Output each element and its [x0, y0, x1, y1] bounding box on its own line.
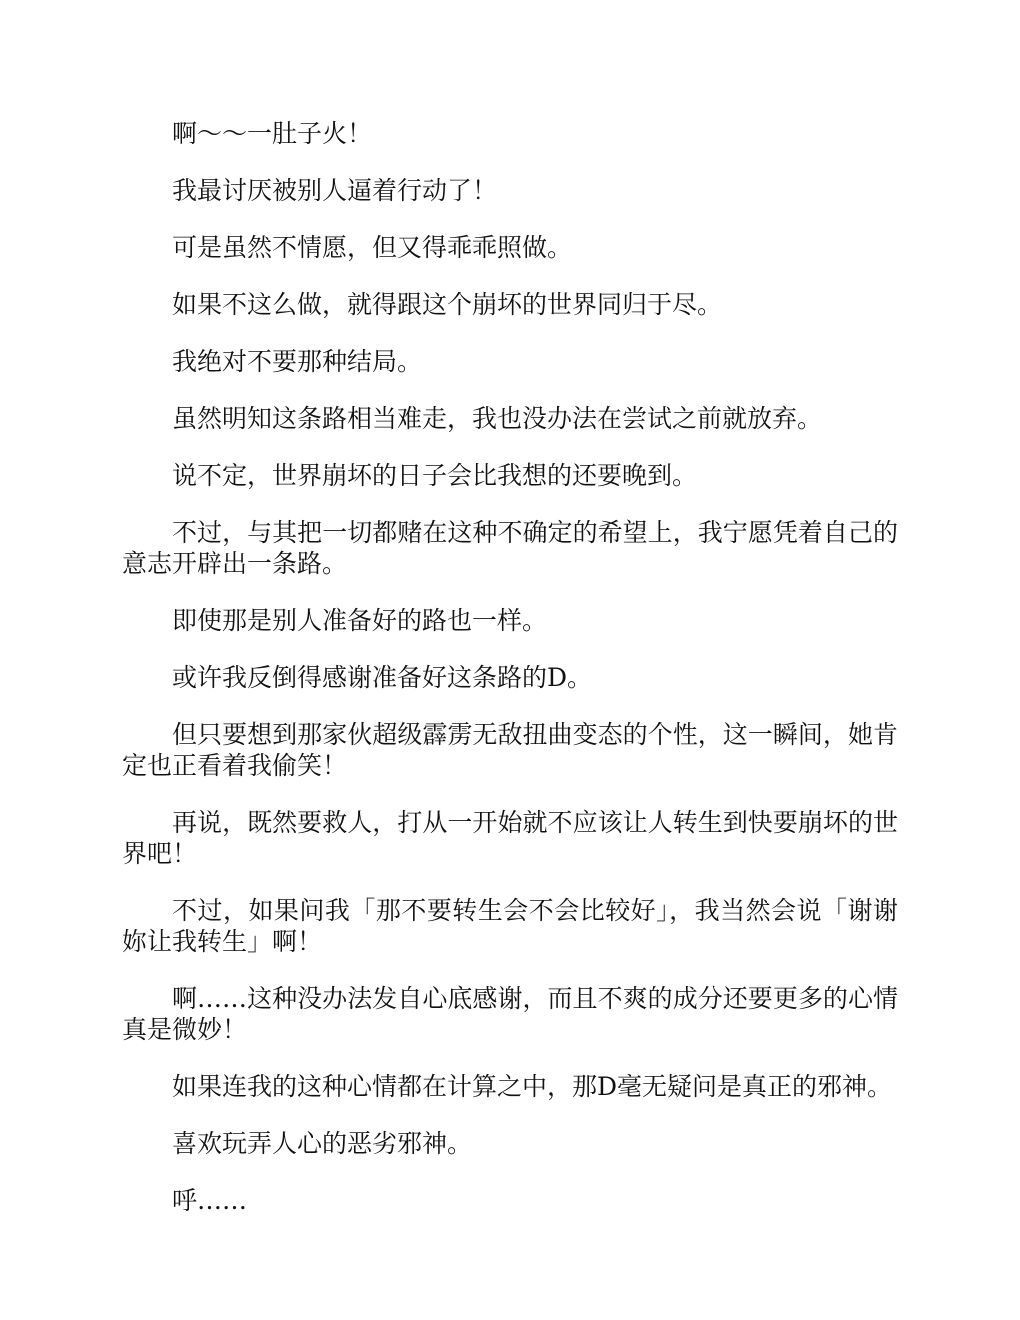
paragraph-11: 但只要想到那家伙超级霹雳无敌扭曲变态的个性，这一瞬间，她肯定也正看着我偷笑！ [122, 720, 898, 780]
paragraph-7: 说不定，世界崩坏的日子会比我想的还要晚到。 [172, 461, 698, 490]
paragraph-6: 虽然明知这条路相当难走，我也没办法在尝试之前就放弃。 [172, 404, 823, 433]
paragraph-3: 可是虽然不情愿，但又得乖乖照做。 [172, 233, 573, 262]
paragraph-10: 或许我反倒得感谢准备好这条路的D。 [172, 663, 593, 692]
paragraph-12: 再说，既然要救人，打从一开始就不应该让人转生到快要崩坏的世界吧！ [122, 808, 898, 868]
paragraph-4: 如果不这么做，就得跟这个崩坏的世界同归于尽。 [172, 290, 723, 319]
paragraph-1: 啊～～一肚子火！ [172, 119, 373, 148]
paragraph-16: 喜欢玩弄人心的恶劣邪神。 [172, 1129, 473, 1158]
paragraph-5: 我绝对不要那种结局。 [172, 347, 423, 376]
paragraph-15: 如果连我的这种心情都在计算之中，那D毫无疑问是真正的邪神。 [172, 1072, 893, 1101]
document-body [122, 118, 898, 1242]
paragraph-2: 我最讨厌被别人逼着行动了！ [172, 176, 498, 205]
paragraph-17: 呼…… [172, 1186, 248, 1215]
paragraph-14: 啊……这种没办法发自心底感谢，而且不爽的成分还要更多的心情真是微妙！ [122, 984, 898, 1044]
paragraph-8: 不过，与其把一切都赌在这种不确定的希望上，我宁愿凭着自己的意志开辟出一条路。 [122, 518, 898, 578]
paragraph-9: 即使那是别人准备好的路也一样。 [172, 606, 548, 635]
paragraph-13: 不过，如果问我「那不要转生会不会比较好」，我当然会说「谢谢妳让我转生」啊！ [122, 896, 898, 956]
